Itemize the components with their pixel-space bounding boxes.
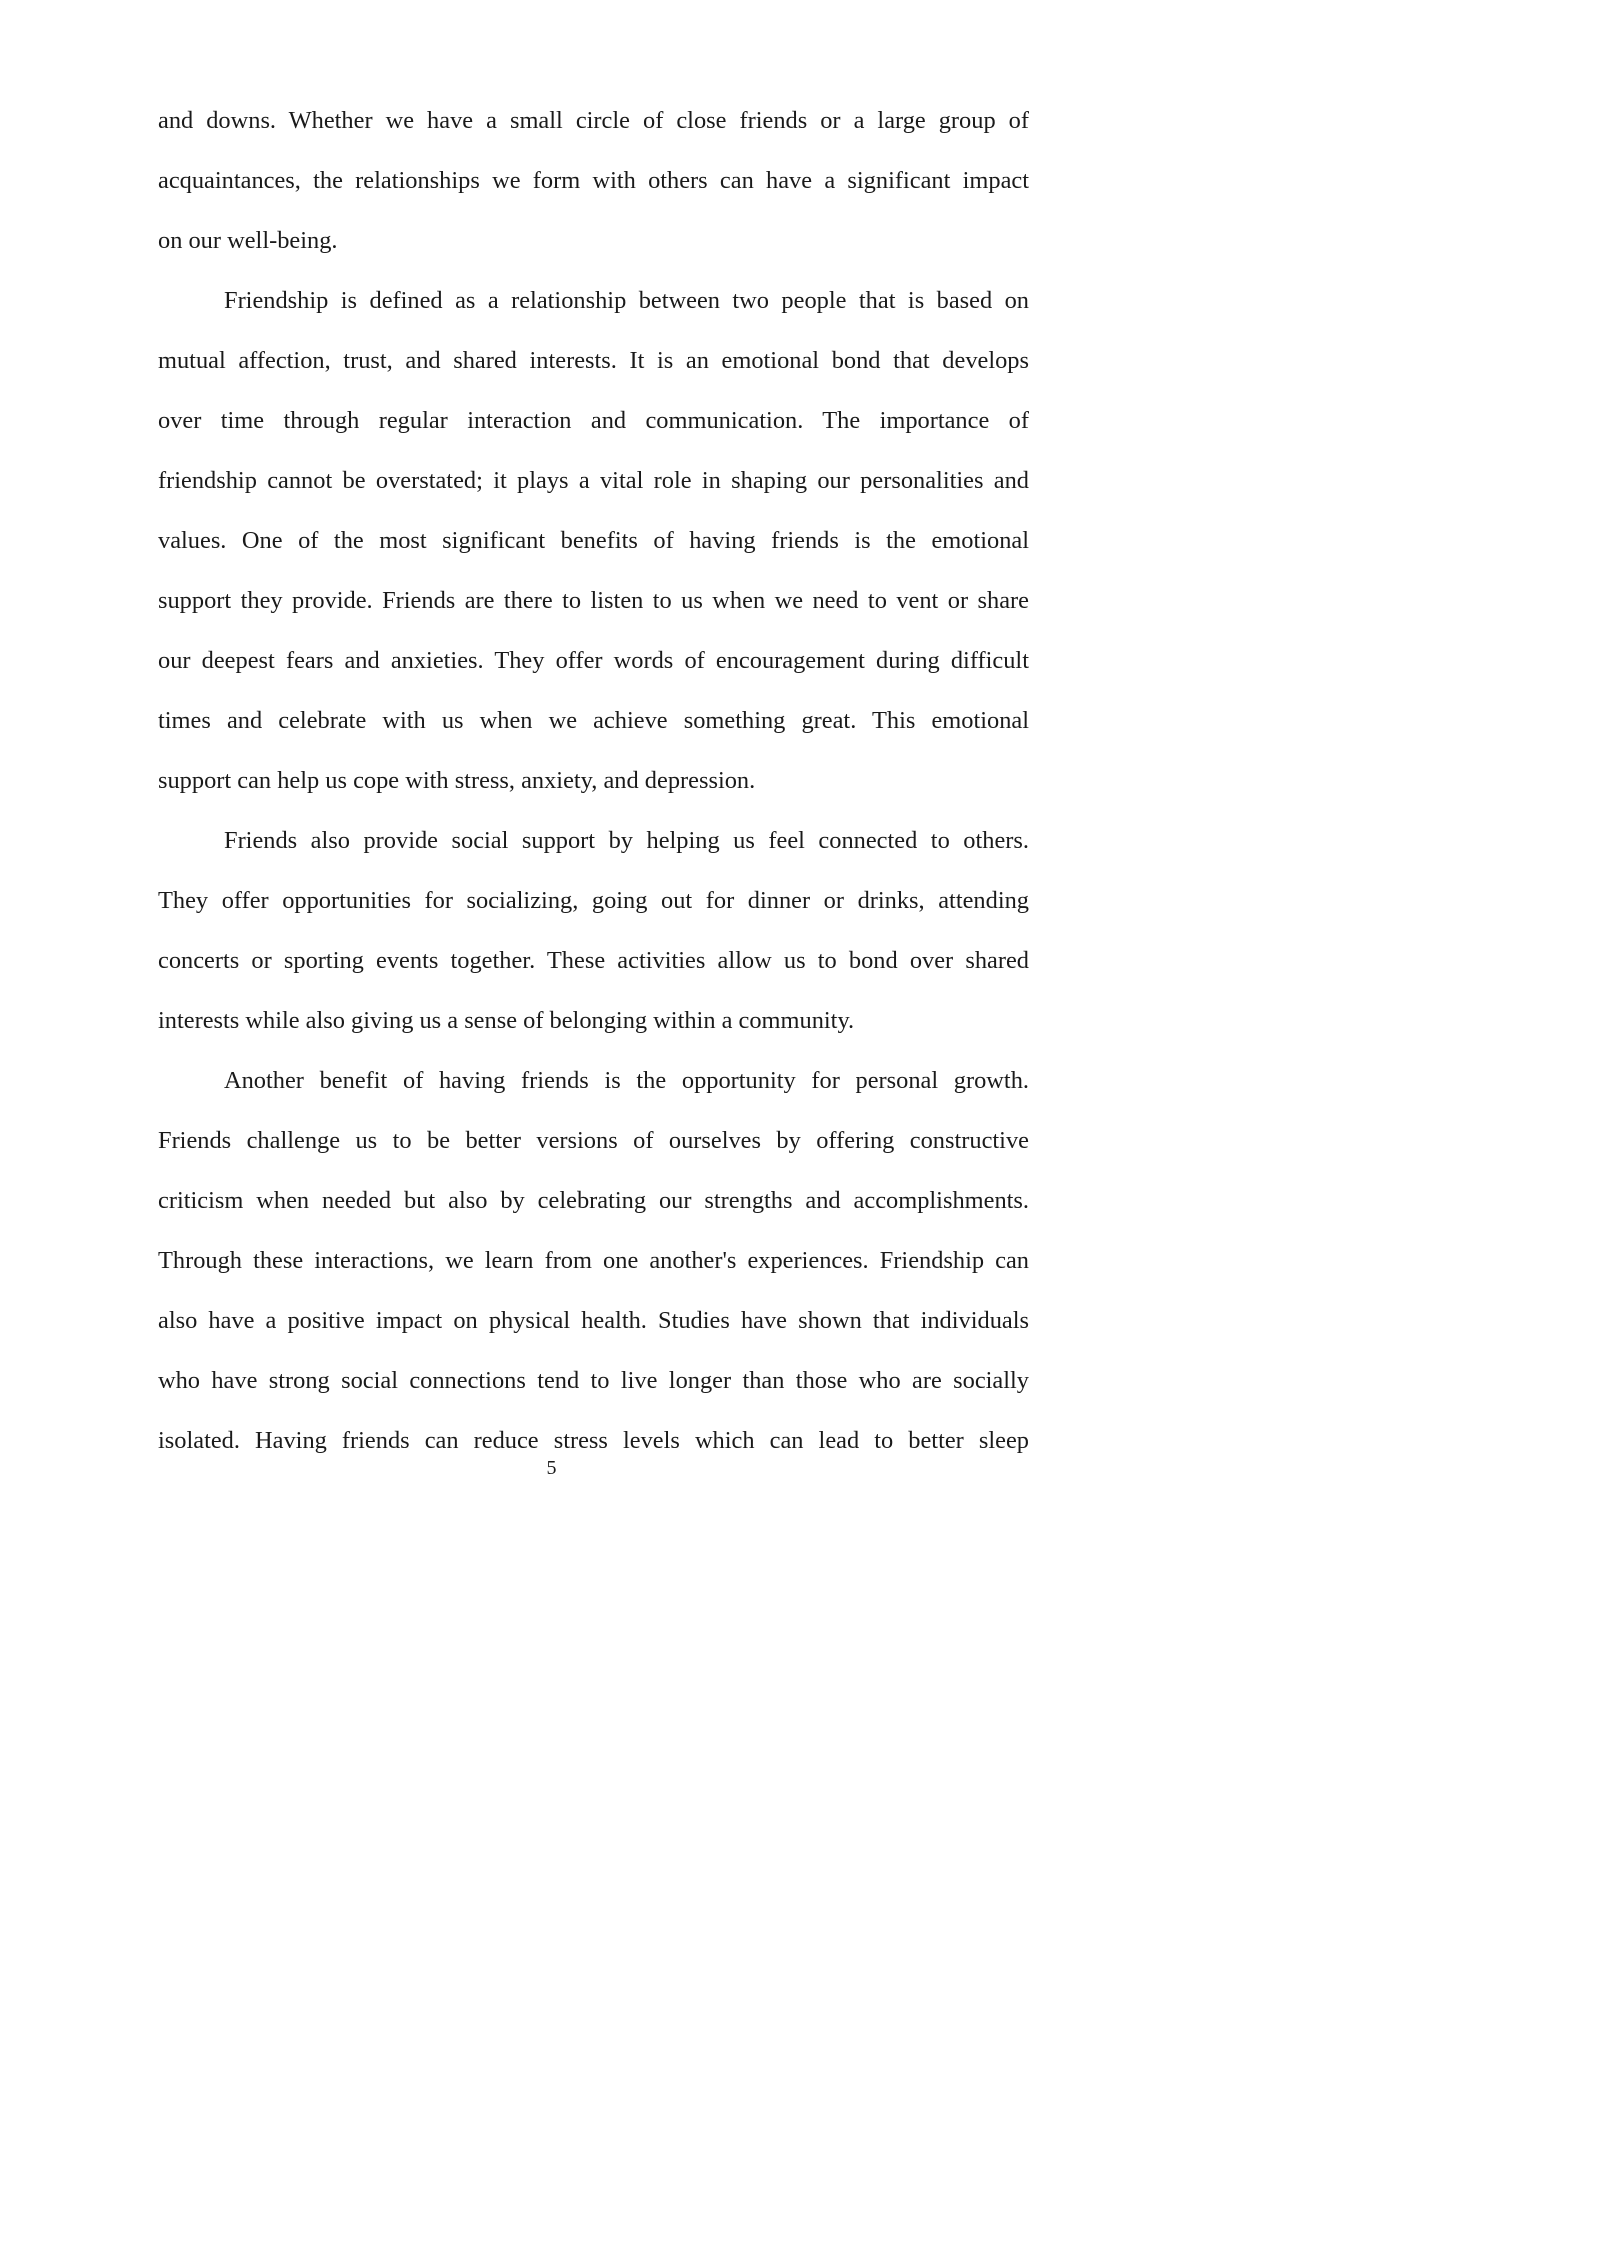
text-line: times and celebrate with us when we achieve something great. This emotional [158,707,1029,734]
text-line: values. One of the most significant benefits of having friends is the emotional [158,527,1029,554]
text-line: and downs. Whether we have a small circle of close friends or a large group of [158,107,1029,134]
body-text [158,91,1029,1471]
text-line: criticism when needed but also by celebrating our strengths and accomplishments. [158,1187,1029,1214]
text-line: mutual affection, trust, and shared interests. It is an emotional bond that develops [158,347,1029,374]
paragraph-first-line: Friendship is defined as a relationship between two people that is based on [224,287,1029,314]
text-line: also have a positive impact on physical health. Studies have shown that individuals [158,1307,1029,1334]
text-line: Through these interactions, we learn from one another's experiences. Friendship can [158,1247,1029,1274]
text-line: They offer opportunities for socializing, going out for dinner or drinks, attending [158,887,1029,914]
text-line: Friends challenge us to be better versions of ourselves by offering constructive [158,1127,1029,1154]
text-line: interests while also giving us a sense of belonging within a community. [158,1007,855,1034]
text-line: concerts or sporting events together. These activities allow us to bond over shared [158,947,1029,974]
text-line: over time through regular interaction and communication. The importance of [158,407,1029,434]
paragraph-first-line: Another benefit of having friends is the opportunity for personal growth. [224,1067,1029,1094]
text-line: our deepest fears and anxieties. They offer words of encouragement during difficult [158,647,1029,674]
text-line: acquaintances, the relationships we form with others can have a significant impact [158,167,1029,194]
page-number: 5 [546,1457,557,1479]
text-line: on our well-being. [158,227,338,254]
text-line: friendship cannot be overstated; it plays a vital role in shaping our personalities and [158,467,1029,494]
document-page [0,0,1103,1560]
text-line: isolated. Having friends can reduce stress levels which can lead to better sleep [158,1427,1029,1454]
text-line: support they provide. Friends are there to listen to us when we need to vent or share [158,587,1029,614]
text-line: who have strong social connections tend to live longer than those who are socially [158,1367,1029,1394]
text-line: support can help us cope with stress, anxiety, and depression. [158,767,756,794]
paragraph-first-line: Friends also provide social support by helping us feel connected to others. [224,827,1029,854]
